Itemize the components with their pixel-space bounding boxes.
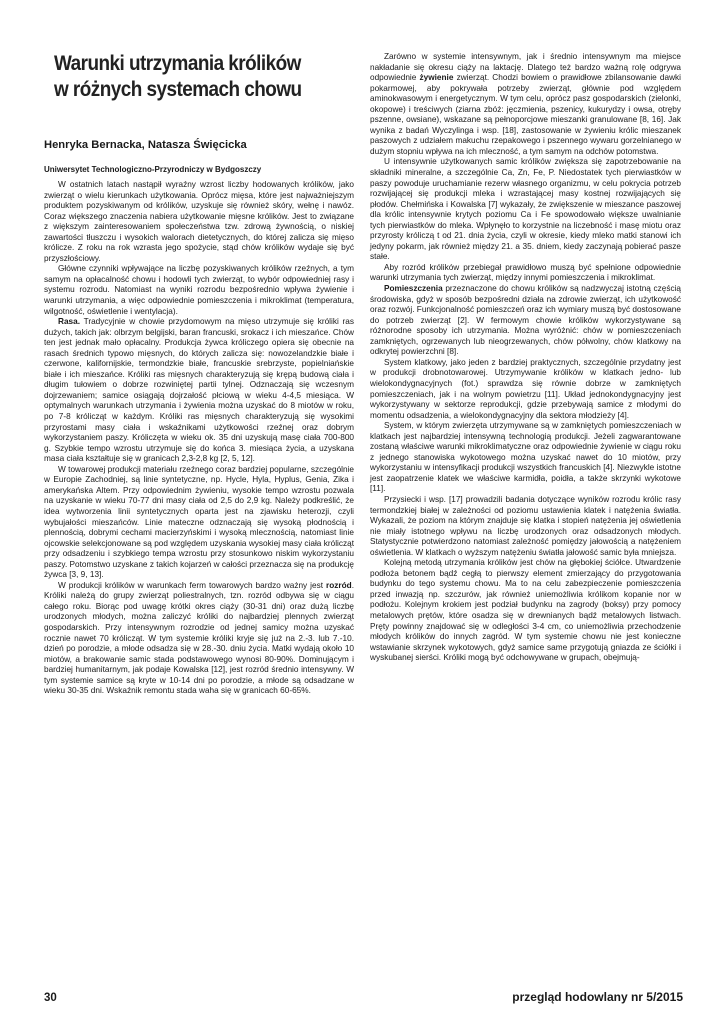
affiliation: Uniwersytet Technologiczno-Przyrodniczy w Bydgoszczy: [44, 165, 262, 174]
paragraph: W towarowej produkcji materiału rzeźnego coraz bardziej popularne, szczególnie w Europie Zachodniej, są linie syntetyczne, np. Hycle, Hyla, Hyplus, Genia, Zika i amerykańska Altem. Przy odpowiednim żywieniu, wysokie tempo wzrostu pozwala na uzyskanie w wieku 70-77 dni masy ciała od 2,5 do 2,9 kg. Należy podkreślić, że idea wytworzenia linii syntetycznych oparta jest na zjawisku heterozji, czyli wybujałości mieszańców. Linie mateczne odznaczają się wysoką płodnością i plennością, dobrymi cechami macierzyńskimi i wysoką mlecznością, natomiast linie ojcowskie selekcjonowane są pod względem uzyskania wysokiej masy ciała królicząt przy odsadzeniu i szybkiego tempa wzrostu przy stosunkowo niskim wykorzystaniu paszy. Potomstwo uzyskane z takich kojarzeń w całości przeznacza się na produkcję żywca [3, 9, 13].: [44, 464, 354, 580]
paragraph: Główne czynniki wpływające na liczbę pozyskiwanych królików rzeźnych, a tym samym na opłacalność chowu i hodowli tych zwierząt, to wybór odpowiedniej rasy i systemu rozrodu. Natomiast na wyniki rozrodu bezpośrednio wpływa żywienie i warunki utrzymania, a więc odpowiednie pomieszczenia i mikroklimat (temperatura, wilgotność, oświetlenie i wentylacja).: [44, 264, 354, 316]
title-line-2: w różnych systemach chowu: [54, 77, 302, 101]
section-keyword: żywienie: [419, 73, 454, 83]
journal-footer: przegląd hodowlany nr 5/2015: [512, 990, 683, 1004]
section-keyword: Pomieszczenia: [384, 284, 443, 294]
paragraph: Pomieszczenia przeznaczone do chowu królików są nadzwyczaj istotną częścią środowiska, gdyż w sposób bezpośredni działa na zdrowie zwierząt, ich użytkowość oraz rozwój. Funkcjonalność pomieszczeń oraz ich wymiary muszą być dostosowane do potrzeb zwierząt [2]. W fermowym chowie królików wykorzystywane są różnorodne sposoby ich utrzymania. Można wyróżnić: chów w pomieszczeniach zamkniętych, ogrzewanych lub nieogrzewanych, chów półwolny, chów klatkowy na odkrytej powierzchni [8].: [370, 284, 681, 357]
paragraph: Przysiecki i wsp. [17] prowadzili badania dotyczące wyników rozrodu królic rasy termondzkiej białej w zależności od poziomu ustawienia klatek i natężenia światła. Wykazali, że poziom na którym znajduje się klatka i stopień natężenia jej oświetlenia nie miały istotnego wpływu na liczbę urodzonych oraz odsadzonych młodych. Statystycznie potwierdzono natomiast zależność pomiędzy jałowością a natężeniem oświetlenia. W klatkach o wyższym natężeniu światła jałowość samic była mniejsza.: [370, 494, 681, 557]
page-number: 30: [44, 992, 57, 1004]
paragraph: U intensywnie użytkowanych samic królików zwiększa się zapotrzebowanie na składniki mineralne, a szczególnie Ca, Zn, Fe, P. Niedostatek tych pierwiastków w paszy powoduje uruchamianie rezerw własnego organizmu, w celu pokrycia potrzeb rozwijającej się produkcji mleka i wzrastającej masy kostnej rozwijających się płodów. Chełmińska i Kowalska [7] wykazały, że zwiększenie w mieszance paszowej dla królic intensywnie krytych poziomu Ca i Fe spowodowało większe uwalnianie tych pierwiastków do mleka. Wpłynęło to korzystnie na liczebność i masę miotu oraz przyrosty króliczą t od 21. dnia życia, czyli w okresie, kiedy mleko matki stanowi ich jedyny pokarm, jak również między 21. a 35. dniem, kiedy zaczynają pobierać pasze stałe.: [370, 157, 681, 262]
paragraph: W produkcji królików w warunkach ferm towarowych bardzo ważny jest rozród. Króliki należą do grupy zwierząt poliestralnych, tzn. rozród odbywa się w ciągu całego roku. Biorąc pod uwagę krótki okres ciąży (30-31 dni) oraz dużą liczbę urodzonych młodych, można zaliczyć króliki do najbardziej plennych zwierząt gospodarskich. Przy intensywnym rozrodzie od jednej samicy można uzyskać rocznie nawet 70 królicząt. W tym systemie króliki kryje się już na 2.-3. lub 7.-10. dzień po porodzie, a młode odsadza się w 28.-30. dniu życia. Matki wydają około 10 miotów, a brakowanie samic stada podstawowego wynosi 80-90%. Dominującym i bardziej humanitarnym, jak podaje Kowalska [12], jest rozród średnio intensywny. W tym systemie samice są kryte w 10-14 dni po porodzie, a młode są odsadzane w wieku 30-35 dni. Wskaźnik remontu stada waha się w granicach 60-65%.: [44, 580, 354, 696]
title-line-1: Warunki utrzymania królików: [54, 51, 301, 75]
section-keyword: Rasa.: [58, 317, 81, 327]
left-column: [44, 180, 354, 697]
paragraph: W ostatnich latach nastąpił wyraźny wzrost liczby hodowanych królików, jako zwierząt o wielu kierunkach użytkowania. Oprócz mięsa, które jest najważniejszym produktem pozyskiwanym od królików, uzyskuje się również skóry, wełnę i nawóz. Coraz większego znaczenia nabiera użytkowanie mięsne królików. Jest to związane z większym zainteresowaniem społeczeństwa tzw. zdrową żywnością, o niskiej zawartości tłuszczu i wysokich walorach dietetycznych, do której zalicza się mięso królicze. Z roku na rok wzrasta jego spożycie, stąd chów królików wydaje się być przyszłościowy.: [44, 180, 354, 263]
paragraph: System, w którym zwierzęta utrzymywane są w zamkniętych pomieszczeniach w klatkach jest najbardziej intensywną technologią produkcji. Jeżeli zagwarantowane zostaną właściwe warunki mikroklimatyczne oraz odpowiednie żywienie w ciągu roku z jednego stanowiska wykotowego można uzyskać nawet do 10 miotów, przy wykorzystaniu w intensyfikacji produkcji wszystkich francuskich [4]. Niezwykle istotne jest zaopatrzenie klatek we właściwe karmidła, poidła, a także skrzynki wykotowe [11].: [370, 421, 681, 494]
paragraph: Aby rozród królików przebiegał prawidłowo muszą być spełnione odpowiednie warunki utrzymania tych zwierząt, między innymi pomieszczenia i mikroklimat.: [370, 262, 681, 283]
paragraph: Rasa. Tradycyjnie w chowie przydomowym na mięso utrzymuje się króliki ras dużych, takich jak: olbrzym belgijski, baran francuski, srokacz i ich mieszańce. Chów ten jest jednak mało opłacalny. Produkcja żywca króliczego opiera się obecnie na rasach średnich typowo mięsnych, do których zalicza się: nowozelandzkie białe i czerwone, kalifornijskie, termondzkie białe, francuskie srebrzyste, popielniańskie białe i ich mieszańce. Króliki ras mięsnych charakteryzują się krępą budową ciała i długim tułowiem o dobrze rozwiniętej partii tylnej. Odznaczają się wczesnym dojrzewaniem; samice osiągają dojrzałość płciową w wieku 4-4,5 miesiąca. W optymalnych warunkach utrzymania i żywienia można uzyskać do 8 miotów w roku, po 7-8 królicząt w każdym. Króliki ras mięsnych charakteryzują się wysokimi przyrostami masy ciała i wskaźnikami użytkowości rzeźnej oraz dobrym wykorzystaniem paszy. Króliczęta w wieku ok. 35 dni uzyskują masę ciała 700-800 g. Szybkie tempo wzrostu utrzymuje się do końca 3. miesiąca życia, a uzyskana masa ciała kształtuje się w granicach 2,3-2,8 kg [2, 5, 12].: [44, 317, 354, 464]
right-column: [370, 52, 681, 664]
authors: Henryka Bernacka, Natasza Święcicka: [44, 139, 247, 151]
section-keyword: rozród: [326, 580, 352, 590]
article-title: [54, 50, 318, 102]
paragraph: Kolejną metodą utrzymania królików jest chów na głębokiej ściółce. Utwardzenie podłoża betonem bądź cegłą to pierwszy element zmierzający do przygotowania budynku do tego systemu chowu. Ma to na celu zabezpieczenie pomieszczenia przed inwazją np. szczurów, jak również uniemożliwia królikom kopanie nor w podłożu. Kolejnym krokiem jest podział budynku na zagrody (boksy) przy pomocy metalowych prętów, które osadza się w drewnianych bądź metalowych listwach. Pręty powinny znajdować się w odległości 3-4 cm, co uniemożliwia przechodzenie młodych królików do innych zagród. W tym systemie chowu nie jest konieczne wstawianie skrzynek wykotowych, gdyż samice same przygotują gniazda ze ściółki i wyskubanej sierści. Króliki mogą być odchowywane w grupach, obejmują-: [370, 558, 681, 663]
paragraph: System klatkowy, jako jeden z bardziej praktycznych, szczególnie przydatny jest w produkcji drobnotowarowej. Utrzymywanie królików w klatkach jedno- lub wielokondygnacyjnych (fot.) sprawdza się równie dobrze w zamkniętych pomieszczeniach, jak i na wolnym powietrzu [11]. Układ jednokondygnacyjny jest wykorzystywany w sektorze reprodukcji, gdzie przebywają samice z młodymi do momentu odsadzenia, a wielokondygnacyjny dla sektora młodzieży [4].: [370, 357, 681, 420]
paragraph: Zarówno w systemie intensywnym, jak i średnio intensywnym ma miejsce nakładanie się okresu ciąży na laktację. Dlatego też bardzo ważną rolę odgrywa odpowiednie żywienie zwierząt. Chodzi bowiem o prawidłowe zbilansowanie dawki pokarmowej, aby pokrywała potrzeby zwierząt, głównie pod względem aminokwasowym i energetycznym. W tym celu, oprócz pasz gospodarskich (zielonki, okopowe) i treściwych (ziarna zbóż: jęczmienia, pszenicy, kukurydzy i owsa, otręby pszenne, owsiane), wskazane są pełnoporcjowe mieszanki granulowane [8, 16]. Jak wynika z badań Wyczylinga i wsp. [18], zastosowanie w żywieniu królic mieszanek paszowych z udziałem makuchu rzepakowego i pszennego wywaru gorzelnianego w dużym stopniu wpływa na ich mleczność, a tym samym na odchów potomstwa.: [370, 52, 681, 156]
